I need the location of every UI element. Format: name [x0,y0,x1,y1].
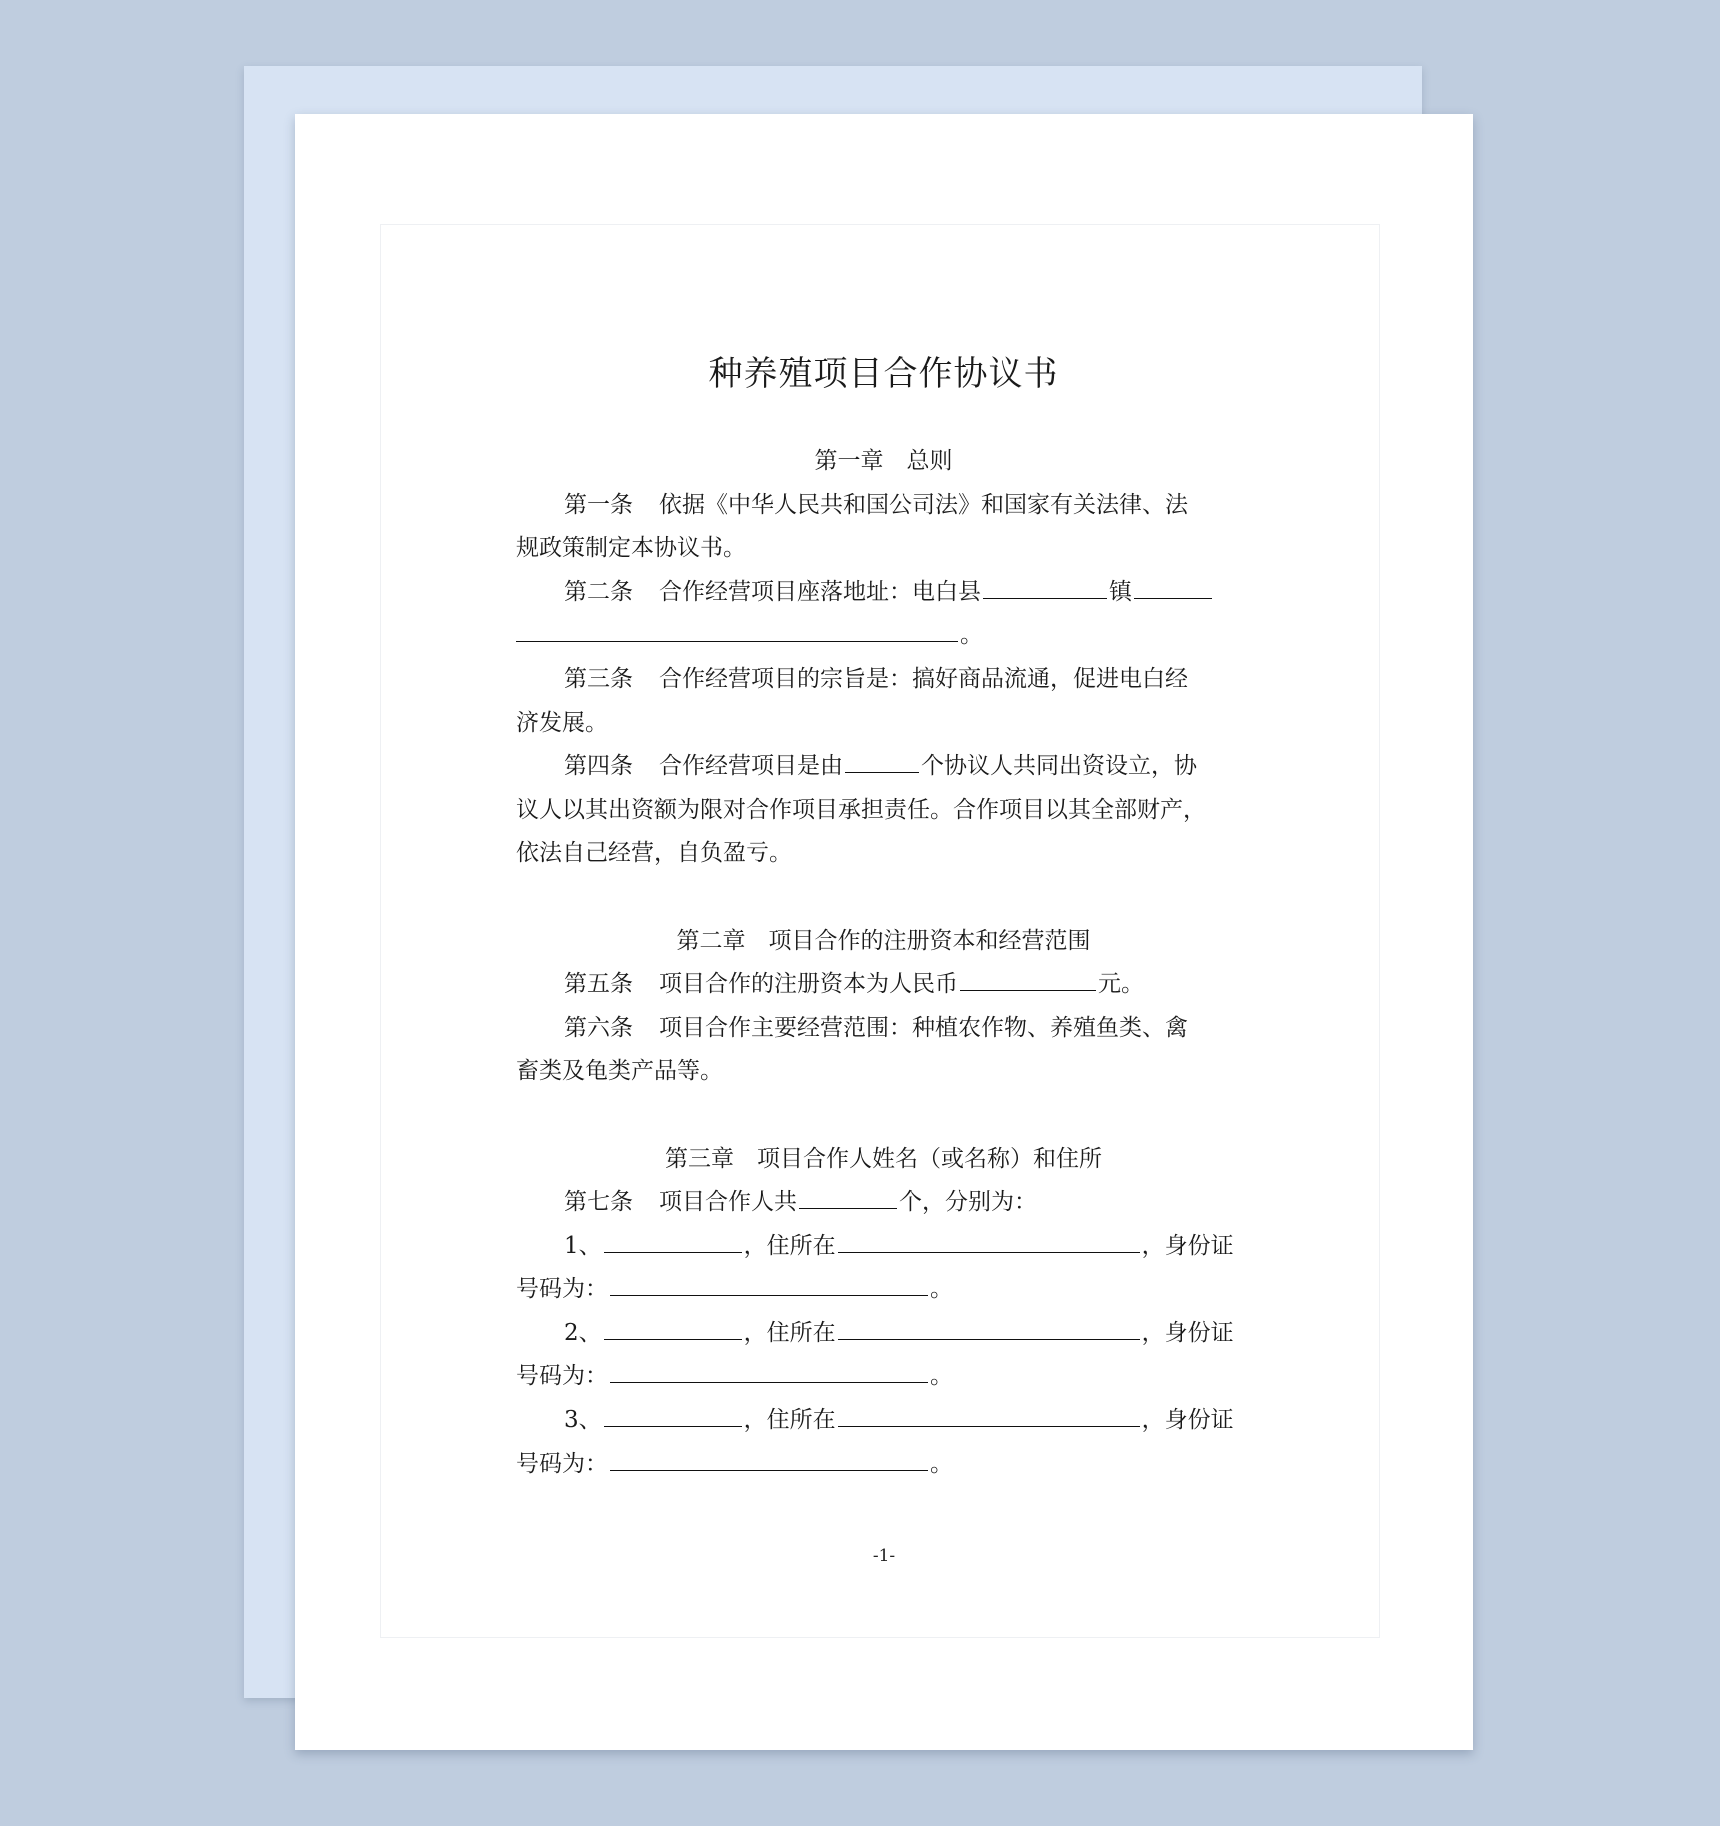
partner-1-end: 。 [930,1276,953,1303]
article-7-text-a: 项目合作人共 [659,1189,797,1216]
partner-1-number: 1、 [564,1232,602,1259]
article-6-continued: 畜类及龟类产品等。 [516,1058,723,1085]
partner-2-id-label: ，身份证 [1141,1319,1234,1346]
partner-2-end: 。 [930,1363,953,1390]
article-1 [516,484,1251,528]
partner-2-id-prefix: 号码为： [516,1363,608,1390]
document-body [516,354,1251,1486]
partner-2-number: 2、 [564,1319,602,1346]
partner-1-address-blank[interactable] [838,1230,1140,1253]
article-3-text: 合作经营项目的宗旨是：搞好商品流通，促进电白经 [659,665,1188,692]
address-blank[interactable] [516,619,958,642]
article-5-label: 第五条 [564,971,633,998]
partner-3-line [516,1399,1251,1443]
partner-3-name-blank[interactable] [604,1404,742,1427]
article-4-text-a: 合作经营项目是由 [659,753,843,780]
article-3 [516,658,1251,702]
capital-amount-blank[interactable] [960,968,1096,991]
article-7-label: 第七条 [564,1189,633,1216]
partner-1-id-label: ，身份证 [1141,1232,1234,1259]
partner-1-line [516,1225,1251,1269]
partner-3-residence-label: ，住所在 [743,1407,836,1434]
partner-1-residence-label: ，住所在 [743,1232,836,1259]
partner-2-address-blank[interactable] [838,1317,1140,1340]
article-7 [516,1181,1251,1225]
partner-1-id-blank[interactable] [610,1273,928,1296]
article-5-text-a: 项目合作的注册资本为人民币 [659,971,958,998]
partner-3-address-blank[interactable] [838,1404,1140,1427]
article-3-continued: 济发展。 [516,709,608,736]
partner-2-name-blank[interactable] [604,1317,742,1340]
article-1-label: 第一条 [564,491,633,518]
partner-2-id-line [516,1355,1251,1399]
article-4-text-b: 个协议人共同出资设立，协 [921,753,1197,780]
article-6 [516,1007,1251,1051]
article-5 [516,963,1251,1007]
partner-3-id-prefix: 号码为： [516,1450,608,1477]
article-2-text-b: 镇 [1109,578,1132,605]
partner-3-end: 。 [930,1450,953,1477]
article-6-text: 项目合作主要经营范围：种植农作物、养殖鱼类、禽 [659,1014,1188,1041]
document-title: 种养殖项目合作协议书 [708,354,1059,394]
article-2-label: 第二条 [564,578,633,605]
partner-count-blank[interactable] [845,750,919,773]
article-1-text: 依据《中华人民共和国公司法》和国家有关法律、法 [659,491,1188,518]
article-3-label: 第三条 [564,665,633,692]
article-4-label: 第四条 [564,753,633,780]
chapter-2-heading: 第二章 项目合作的注册资本和经营范围 [676,927,1091,954]
article-7-text-b: 个，分别为： [899,1189,1037,1216]
county-blank[interactable] [983,576,1107,599]
article-1-continued: 规政策制定本协议书。 [516,535,746,562]
partner-2-line [516,1312,1251,1356]
article-4-line-3: 依法自己经营，自负盈亏。 [516,840,792,867]
article-6-label: 第六条 [564,1014,633,1041]
article-2-end: 。 [960,622,983,649]
article-2-text-a: 合作经营项目座落地址：电白县 [659,578,981,605]
page-number: -1- [872,1546,896,1566]
partner-3-id-line [516,1443,1251,1487]
partner-1-id-line [516,1268,1251,1312]
partner-3-id-label: ，身份证 [1141,1407,1234,1434]
article-5-text-b: 元。 [1098,971,1144,998]
partner-total-blank[interactable] [799,1186,897,1209]
town-blank[interactable] [1134,576,1212,599]
chapter-1-heading: 第一章 总则 [814,448,953,474]
partner-1-id-prefix: 号码为： [516,1276,608,1303]
article-2-continued [516,614,1251,658]
article-4 [516,745,1251,789]
partner-3-id-blank[interactable] [610,1448,928,1471]
partner-3-number: 3、 [564,1407,602,1434]
partner-1-name-blank[interactable] [604,1230,742,1253]
partner-2-id-blank[interactable] [610,1360,928,1383]
document-page [295,114,1473,1750]
partner-2-residence-label: ，住所在 [743,1319,836,1346]
article-2 [516,571,1251,615]
chapter-3-heading: 第三章 项目合作人姓名（或名称）和住所 [665,1145,1102,1172]
article-4-line-2: 议人以其出资额为限对合作项目承担责任。合作项目以其全部财产， [516,796,1206,823]
